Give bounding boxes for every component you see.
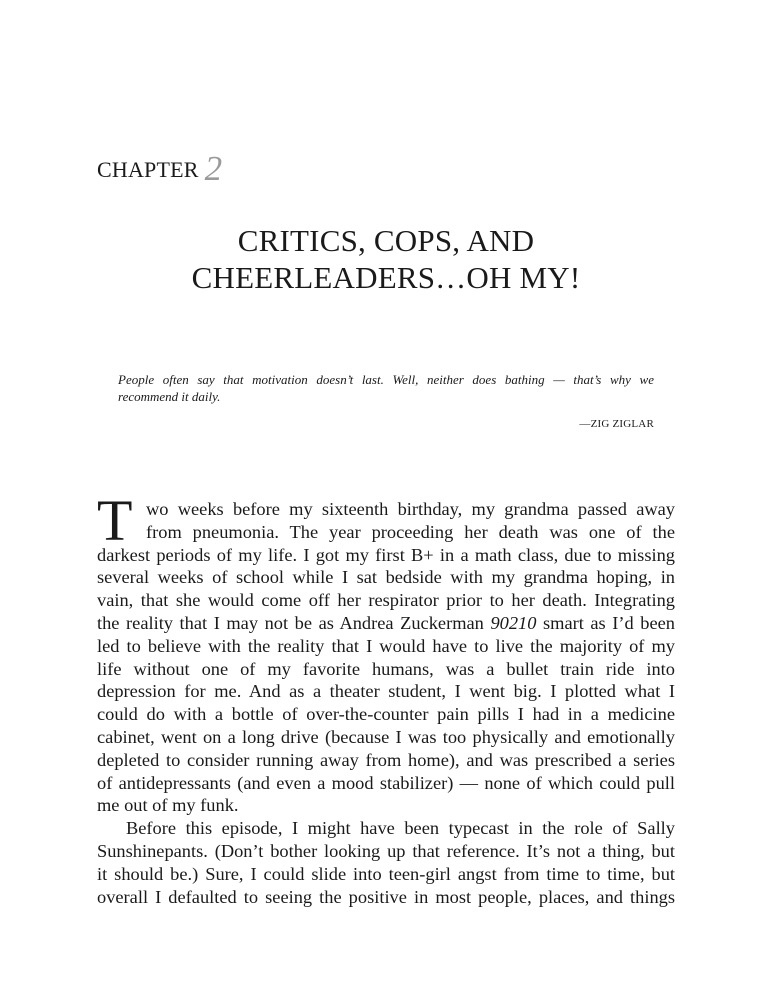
body-line: several weeks of school while I sat bedside with my grandma hoping, in — [97, 567, 675, 588]
body-line: overall I defaulted to seeing the positive in most people, places, and things — [97, 886, 675, 907]
epigraph-attribution: —ZIG ZIGLAR — [579, 418, 654, 430]
body-line: Before this episode, I might have been typecast in the role of Sally — [126, 818, 675, 839]
body-line: cabinet, went on a long drive (because I was too physically and emotionally — [97, 726, 675, 747]
drop-cap: T — [97, 488, 133, 553]
chapter-title — [0, 222, 772, 296]
body-line: me out of my funk. — [97, 795, 239, 816]
chapter-title-line: CRITICS, COPS, AND — [237, 223, 535, 258]
body-line: darkest periods of my life. I got my first B+ in a math class, due to missing — [97, 544, 675, 565]
chapter-number: 2 — [204, 149, 223, 188]
body-line: could do with a bottle of over-the-counter pain pills I had in a medicine — [97, 704, 675, 725]
body-line: it should be.) Sure, I could slide into teen-girl angst from time to time, but — [97, 863, 675, 884]
chapter-label: CHAPTER — [97, 157, 199, 182]
body-line: from pneumonia. The year proceeding her death was one of the — [146, 521, 675, 542]
epigraph-line: recommend it daily. — [118, 389, 221, 404]
chapter-title-line: CHEERLEADERS…OH MY! — [191, 260, 581, 295]
body-line: life without one of my favorite humans, was a bullet train ride into — [97, 658, 675, 679]
body-line: of antidepressants (and even a mood stabilizer) — none of which could pull — [97, 772, 675, 793]
body-line: vain, that she would come off her respirator prior to her death. Integrating — [97, 590, 675, 611]
body-line: led to believe with the reality that I would have to live the majority of my — [97, 635, 675, 656]
body-line — [97, 612, 675, 635]
body-line-part: smart as I’d been — [536, 612, 675, 633]
body-text — [97, 488, 675, 908]
body-line: wo weeks before my sixteenth birthday, my grandma passed away — [146, 499, 675, 519]
paragraph-2 — [97, 817, 675, 908]
body-line: depression for me. And as a theater student, I went big. I plotted what I — [97, 681, 675, 702]
chapter-heading — [97, 146, 222, 186]
epigraph-quote — [118, 371, 654, 405]
body-line: depleted to consider running away from home), and was prescribed a series — [97, 749, 675, 770]
body-line: Sunshinepants. (Don’t bother looking up that reference. It’s not a thing, but — [97, 840, 675, 861]
body-line-part: the reality that I may not be as Andrea Zuckerman — [97, 612, 491, 633]
show-title: 90210 — [490, 612, 537, 633]
paragraph-1 — [97, 488, 675, 817]
epigraph-line: People often say that motivation doesn’t last. Well, neither does bathing — that’s why we — [118, 372, 654, 387]
